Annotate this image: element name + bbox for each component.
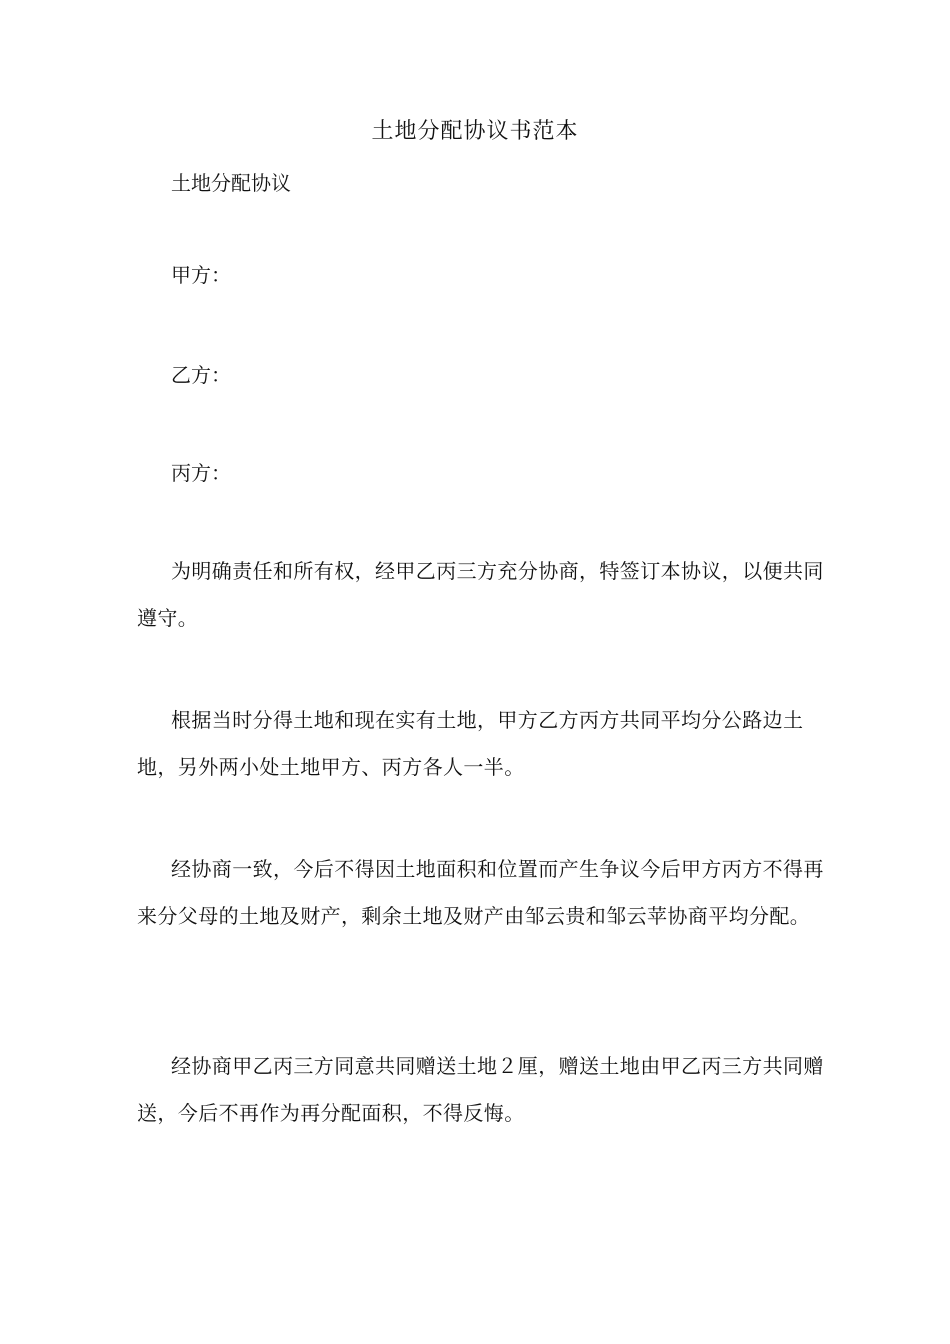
party-a-label: 甲方： bbox=[171, 263, 231, 287]
party-c-label: 丙方： bbox=[171, 461, 231, 485]
agreement-subtitle: 土地分配协议 bbox=[171, 171, 291, 195]
paragraph-purpose: 为明确责任和所有权，经甲乙丙三方充分协商，特签订本协议，以便共同遵守。 bbox=[137, 559, 824, 630]
paragraph-agreement: 经协商一致，今后不得因土地面积和位置而产生争议今后甲方丙方不得再来分父母的土地及财产，剩余土地及财产由邹云贵和邹云苹协商平均分配。 bbox=[137, 857, 824, 928]
document-title: 土地分配协议书范本 bbox=[371, 119, 579, 144]
party-b-label: 乙方： bbox=[171, 363, 231, 387]
paragraph-donation: 经协商甲乙丙三方同意共同赠送土地２厘，赠送土地由甲乙丙三方共同赠送，今后不再作为再分配面积，不得反悔。 bbox=[137, 1054, 824, 1125]
paragraph-division: 根据当时分得土地和现在实有土地，甲方乙方丙方共同平均分公路边土地，另外两小处土地甲方、丙方各人一半。 bbox=[137, 708, 804, 779]
